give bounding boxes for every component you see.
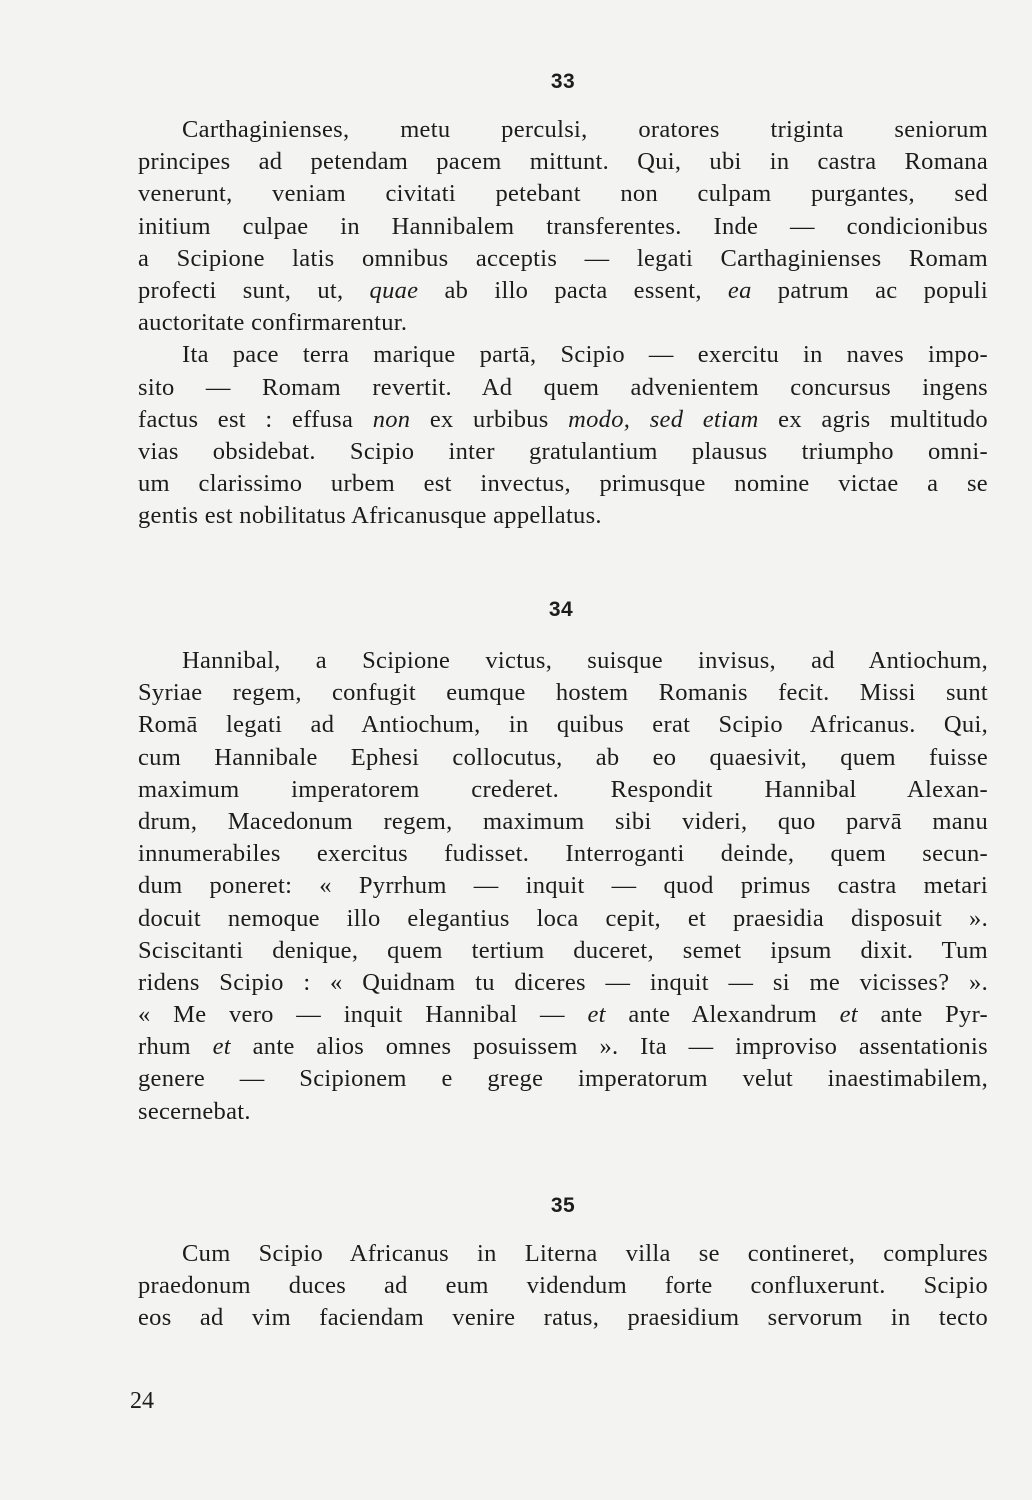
text-line: um clarissimo urbem est invectus, primusque nomine victae a se [138,470,988,498]
section-33-text [138,114,988,532]
text-line: dum poneret: « Pyrrhum — inquit — quod primus castra metari [138,872,988,900]
text-line: gentis est nobilitatus Africanusque appellatus. [138,502,602,530]
text-line: genere — Scipionem e grege imperatorum velut inaestimabilem, [138,1065,988,1093]
text-line: « Me vero — inquit Hannibal — et ante Alexandrum et ante Pyr- [138,1001,988,1029]
text-line: innumerabiles exercitus fudisset. Interroganti deinde, quem secun- [138,840,988,868]
text-line: cum Hannibale Ephesi collocutus, ab eo quaesivit, quem fuisse [138,743,988,771]
section-number-33: 33 [550,70,576,93]
text-line: initium culpae in Hannibalem transferentes. Inde — condicionibus [138,212,988,240]
text-line: factus est : effusa non ex urbibus modo, sed etiam ex agris multitudo [138,405,988,433]
section-35-text [138,1238,988,1335]
text-line: Sciscitanti denique, quem tertium duceret, semet ipsum dixit. Tum [138,936,988,964]
text-line: sito — Romam revertit. Ad quem advenientem concursus ingens [138,373,988,401]
text-line: maximum imperatorem crederet. Respondit Hannibal Alexan- [138,775,988,803]
text-line: vias obsidebat. Scipio inter gratulantium plausus triumpho omni- [138,437,988,465]
text-line: eos ad vim faciendam venire ratus, praesidium servorum in tecto [138,1304,988,1332]
text-line: auctoritate confirmarentur. [138,309,408,337]
section-number-34: 34 [548,598,574,621]
text-line: principes ad petendam pacem mittunt. Qui, ubi in castra Romana [138,148,988,176]
text-line: docuit nemoque illo elegantius loca cepit, et praesidia disposuit ». [138,904,988,932]
text-line: Carthaginienses, metu perculsi, oratores triginta seniorum [182,116,988,143]
page-number: 24 [130,1388,154,1414]
text-line: secernebat. [138,1097,251,1125]
text-line: Cum Scipio Africanus in Literna villa se contineret, complures [182,1240,988,1267]
text-line: profecti sunt, ut, quae ab illo pacta essent, ea patrum ac populi [138,276,989,304]
text-line: rhum et ante alios omnes posuissem ». Ita — improviso assentationis [138,1033,988,1061]
text-line: a Scipione latis omnibus acceptis — legati Carthaginienses Romam [138,244,988,272]
text-line: Ita pace terra marique partā, Scipio — exercitu in naves impo- [182,341,988,369]
text-line: praedonum duces ad eum videndum forte confluxerunt. Scipio [138,1272,988,1300]
text-line: Romā legati ad Antiochum, in quibus erat Scipio Africanus. Qui, [138,711,988,739]
text-line: drum, Macedonum regem, maximum sibi videri, quo parvā manu [138,807,988,835]
text-line: Hannibal, a Scipione victus, suisque invisus, ad Antiochum, [182,647,988,674]
text-line: Syriae regem, confugit eumque hostem Romanis fecit. Missi sunt [138,679,988,707]
section-number-35: 35 [550,1194,576,1217]
section-34-text [138,645,988,1128]
text-line: venerunt, veniam civitati petebant non culpam purgantes, sed [138,180,988,208]
text-line: ridens Scipio : « Quidnam tu diceres — inquit — si me vicisses? ». [138,968,988,996]
